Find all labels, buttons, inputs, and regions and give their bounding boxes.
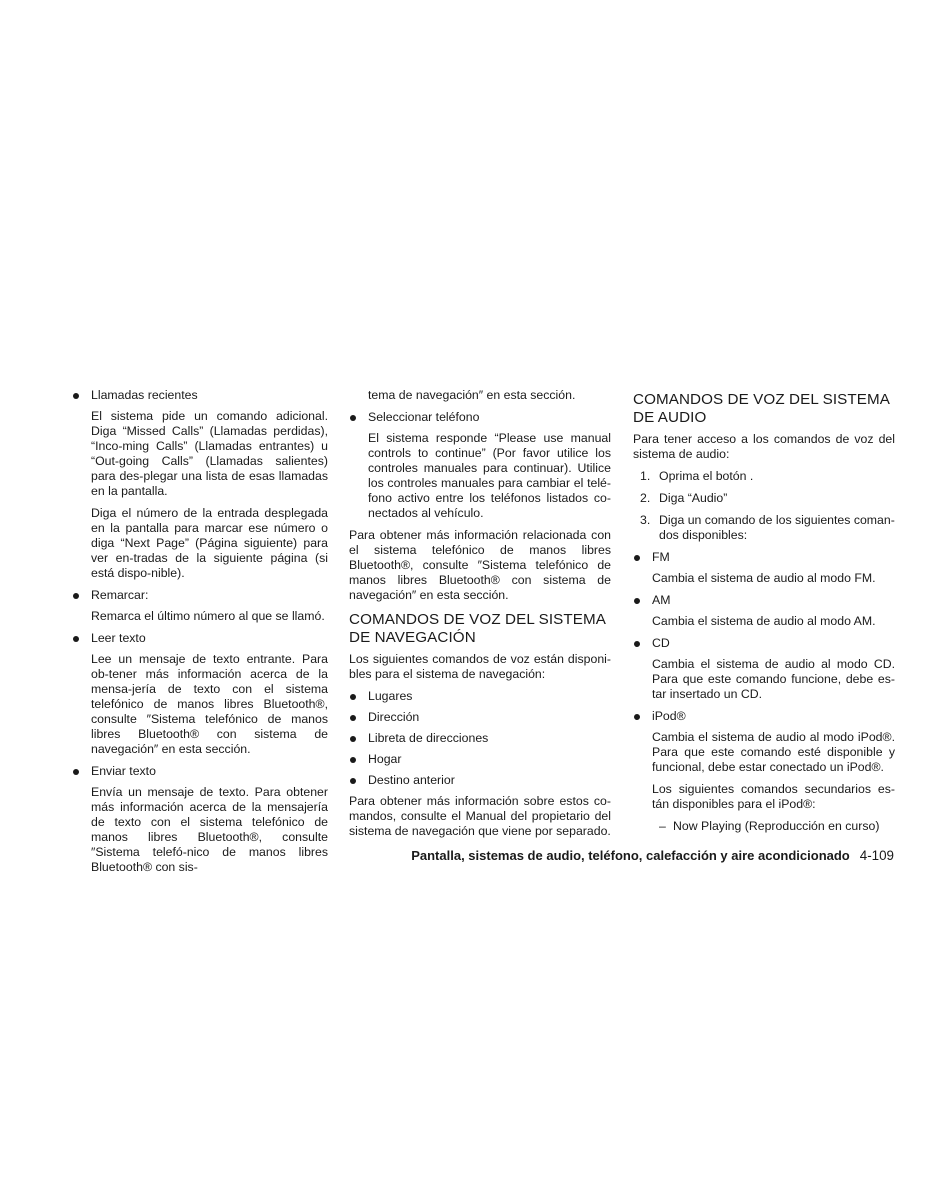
step-3: [633, 513, 895, 543]
dash-symbol: –: [659, 819, 666, 833]
page-number: 4-109: [859, 848, 894, 863]
ipod-text: Cambia el sistema de audio al modo iPod®. Para que este comando esté disponible y funcional, debe estar conectado un iPod®.: [652, 730, 895, 774]
list-item: Hogar: [349, 752, 611, 767]
bullet-send-text: Enviar texto: [72, 764, 328, 779]
dash-item: [633, 819, 895, 834]
recent-calls-text-1: El sistema pide un comando adicional. Diga “Missed Calls” (Llamadas perdidas), “Inco-ming Calls” (Llamadas entrantes) u “Out-going Calls” (Llamadas salientes) para des-plegar una lista de esas llamadas en la pantalla.: [91, 409, 328, 498]
bullet-recent-calls: Llamadas recientes: [72, 388, 328, 403]
list-item: Dirección: [349, 710, 611, 725]
page-footer: [300, 848, 894, 864]
step-text: Diga “Audio”: [659, 491, 728, 505]
column-1: [72, 388, 328, 882]
read-text-description: Lee un mensaje de texto entrante. Para ob-tener más información acerca de la mensa-jería de texto con el sistema telefónico de manos libres Bluetooth®, consulte ″Sistema telefónico de manos libres Bluetooth® con sistema de navegación″ en esta sección.: [91, 652, 328, 756]
dash-item-text: Now Playing (Reproducción en curso): [673, 819, 880, 833]
navigation-commands-heading: COMANDOS DE VOZ DEL SISTEMA DE NAVEGACIÓN: [349, 611, 606, 646]
recent-calls-text-2: Diga el número de la entrada desplegada en la pantalla para marcar ese número o diga “Next Page” (Página siguiente) para ver en-tradas de la siguiente página (si está dispo-nible).: [91, 506, 328, 580]
column-3: [633, 388, 895, 840]
cd-text: Cambia el sistema de audio al modo CD. Para que este comando funcione, debe es-tar insertado un CD.: [652, 657, 895, 701]
redial-text: Remarca el último número al que se llamó.: [91, 609, 325, 623]
audio-commands-heading: COMANDOS DE VOZ DEL SISTEMA DE AUDIO: [633, 391, 890, 426]
step-number: 2.: [640, 491, 651, 505]
bullet-am: AM: [633, 593, 895, 608]
navigation-outro: Para obtener más información sobre estos co-mandos, consulte el Manual del propietario del sistema de navegación que viene por separado.: [349, 794, 611, 838]
list-item: Libreta de direcciones: [349, 731, 611, 746]
more-info-text: Para obtener más información relacionada con el sistema telefónico de manos libres Bluetooth®, consulte ″Sistema telefónico de manos libres Bluetooth® con sistema de navegación″ en esta sección.: [349, 528, 611, 602]
step-text: Diga un comando de los siguientes coman-dos disponibles:: [659, 513, 895, 542]
bullet-fm: FM: [633, 550, 895, 565]
audio-intro: Para tener acceso a los comandos de voz del sistema de audio:: [633, 432, 895, 461]
footer-title: Pantalla, sistemas de audio, teléfono, calefacción y aire acondicionado: [411, 848, 850, 863]
select-phone-text: El sistema responde “Please use manual controls to continue” (Por favor utilice los controles manuales para continuar). Utilice los controles manuales para cambiar el telé-fono activo entre los teléfonos listados co-nectados al vehículo.: [368, 431, 611, 520]
list-item: Lugares: [349, 689, 611, 704]
bullet-ipod: iPod®: [633, 709, 895, 724]
bullet-read-text: Leer texto: [72, 631, 328, 646]
step-1: [633, 469, 895, 484]
send-text-description: Envía un mensaje de texto. Para obtener más información acerca de la mensajería de texto con el sistema telefónico de manos libres Bluetooth®, consulte ″Sistema telefó-nico de manos libres Bluetooth® con sis-: [91, 785, 328, 874]
step-number: 3.: [640, 513, 651, 527]
am-text: Cambia el sistema de audio al modo AM.: [652, 614, 876, 628]
column-2: [349, 388, 611, 846]
navigation-intro: Los siguientes comandos de voz están disponi-bles para el sistema de navegación:: [349, 652, 611, 681]
list-item: Destino anterior: [349, 773, 611, 788]
bullet-redial: Remarcar:: [72, 588, 328, 603]
ipod-sub-commands-text: Los siguientes comandos secundarios es-tán disponibles para el iPod®:: [652, 782, 895, 811]
step-2: [633, 491, 895, 506]
bullet-select-phone: Seleccionar teléfono: [349, 410, 611, 425]
continued-text: tema de navegación″ en esta sección.: [368, 388, 576, 402]
step-number: 1.: [640, 469, 651, 483]
fm-text: Cambia el sistema de audio al modo FM.: [652, 571, 876, 585]
step-text: Oprima el botón .: [659, 469, 754, 483]
bullet-cd: CD: [633, 636, 895, 651]
